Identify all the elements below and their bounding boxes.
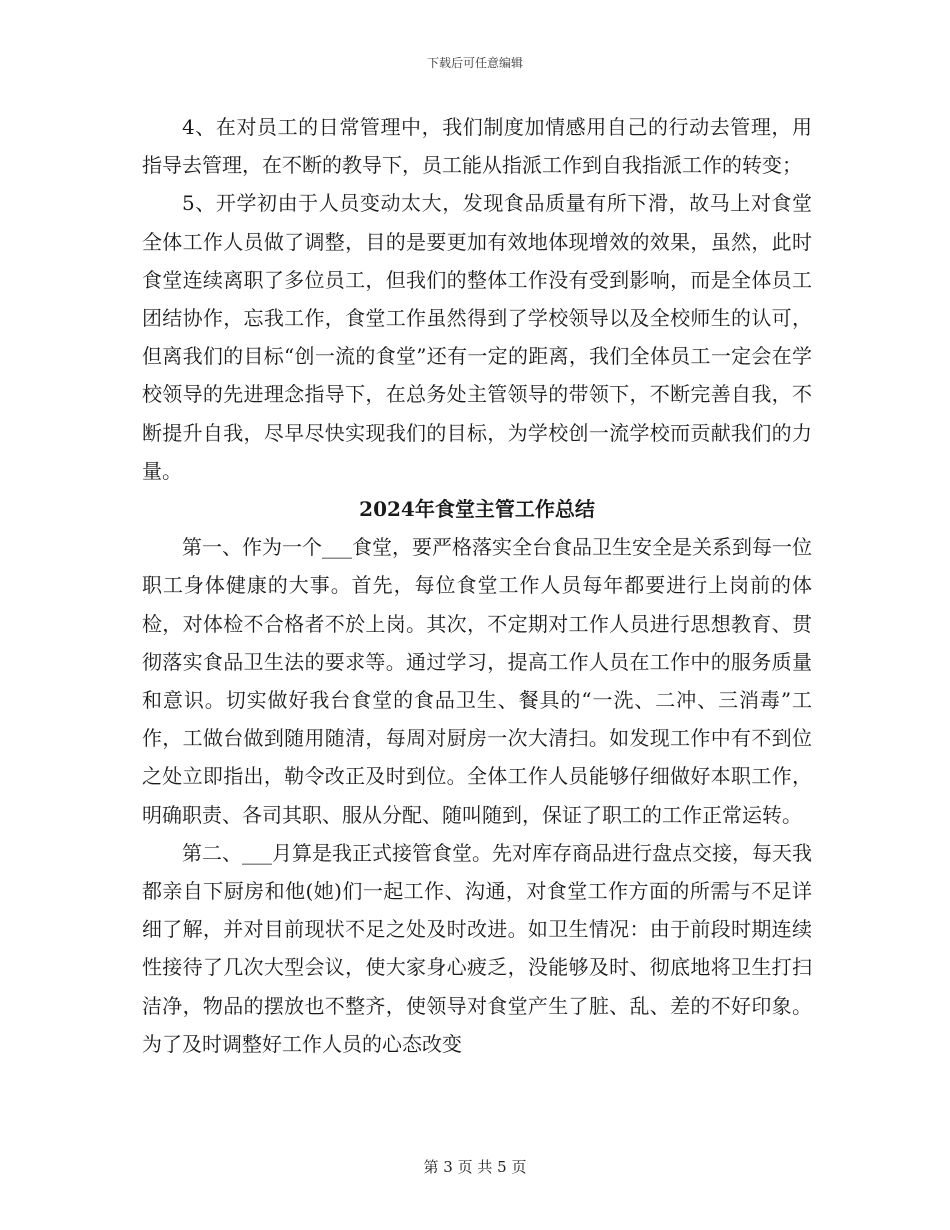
paragraph-item-5: 5、开学初由于人员变动太大，发现食品质量有所下滑，故马上对食堂全体工作人员做了调整，目的是要更加有效地体现增效的效果，虽然，此时食堂连续离职了多位员工，但我们的整体工作没有受到影响，而是全体员工团结协作，忘我工作，食堂工作虽然得到了学校领导以及全校师生的认可，但离我们的目标“创一流的食堂”还有一定的距离，我们全体员工一定会在学校领导的先进理念指导下，在总务处主管领导的带领下，不断完善自我，不断提升自我，尽早尽快实现我们的目标，为学校创一流学校而贡献我们的力量。 [142,191,812,483]
page-number: 第 3 页 共 5 页 [423,1158,527,1176]
section-title: 2024年食堂主管工作总结 [359,497,595,522]
paragraph-second: 第二、___月算是我正式接管食堂。先对库存商品进行盘点交接，每天我都亲自下厨房和他(她)们一起工作、沟通，对食堂工作方面的所需与不足详细了解，并对目前现状不足之处及时改进。如卫生情况：由于前段时期连续性接待了几次大型会议，使大家身心疲乏，没能够及时、彻底地将卫生打扫洁净，物品的摆放也不整齐，使领导对食堂产生了脏、乱、差的不好印象。为了及时调整好工作人员的心态改变 [142,840,812,1056]
paragraph-item-4: 4、在对员工的日常管理中，我们制度加情感用自己的行动去管理，用指导去管理，在不断的教导下，员工能从指派工作到自我指派工作的转变； [142,115,812,178]
document-body [142,108,812,1063]
header-note: 下载后可任意编辑 [426,56,523,70]
paragraph-first: 第一、作为一个___食堂，要严格落实全台食品卫生安全是关系到每一位职工身体健康的大事。首先，每位食堂工作人员每年都要进行上岗前的体检，对体检不合格者不於上岗。其次，不定期对工作人员进行思想教育、贯彻落实食品卫生法的要求等。通过学习，提高工作人员在工作中的服务质量和意识。切实做好我台食堂的食品卫生、餐具的“一洗、二冲、三消毒”工作，工做台做到随用随清，每周对厨房一次大清扫。如发现工作中有不到位之处立即指出，勒令改正及时到位。全体工作人员能够仔细做好本职工作，明确职责、各司其职、服从分配、随叫随到，保证了职工的工作正常运转。 [142,535,812,827]
